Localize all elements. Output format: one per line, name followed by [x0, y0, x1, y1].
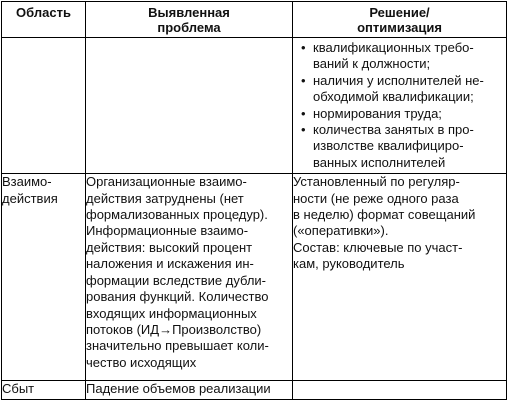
list-item-text: количества занятых в про- изволстве квалифициро- ванных исполнителей [313, 122, 474, 170]
solution-cell [293, 38, 507, 174]
solution-text: Установленный по регуляр- ности (не реже одного раза в неделю) формат совещаний («оперативки»). Состав: ключевые по участ- кам, руководитель [293, 174, 476, 272]
header-solution [293, 2, 507, 38]
area-cell [2, 174, 86, 381]
solution-bullet-list [293, 38, 506, 173]
bullet-icon: • [301, 122, 306, 138]
table-row [2, 174, 507, 381]
problem-cell [86, 381, 293, 400]
problem-cell [86, 38, 293, 174]
problems-solutions-table [1, 1, 507, 400]
solution-cell [293, 381, 507, 400]
header-area-label: Область [16, 5, 71, 20]
list-item [299, 106, 500, 122]
list-item-text: наличия у исполнителей не- обходимой квалификации; [313, 72, 484, 105]
problem-cell [86, 174, 293, 381]
table-row [2, 381, 507, 400]
header-solution-line1: Решение/ [369, 5, 430, 20]
bullet-icon: • [301, 40, 306, 55]
header-area [2, 2, 86, 38]
area-text: Взаимо- действия [2, 174, 58, 206]
problem-text: Организационные взаимо- действия затруднены (нет формализованных процедур). Информационные взаимо- действия: высокий процент наложения и искажения ин- формации вследствие дубли- рования функций. Количество входящих информационных потоков (ИД→Произволство) значительно превышает коли- чество исходящих [86, 174, 269, 370]
area-cell [2, 38, 86, 174]
header-problem-line1: Выявленная [148, 5, 230, 20]
list-item-text: квалификационных требо- ваний к должности; [313, 40, 474, 72]
table-row [2, 38, 507, 174]
header-problem [86, 2, 293, 38]
table-header-row [2, 2, 507, 38]
bullet-icon: • [301, 72, 306, 88]
list-item [299, 40, 500, 73]
list-item [299, 73, 500, 106]
list-item-text: нормирования труда; [313, 105, 442, 121]
bullet-icon: • [301, 105, 306, 121]
header-solution-line2: оптимизация [357, 20, 442, 35]
area-text: Сбыт [2, 381, 35, 397]
list-item [299, 122, 500, 171]
area-cell [2, 381, 86, 400]
solution-cell [293, 174, 507, 381]
problem-text: Падение объемов реализации [86, 381, 271, 397]
header-problem-line2: проблема [157, 20, 221, 35]
